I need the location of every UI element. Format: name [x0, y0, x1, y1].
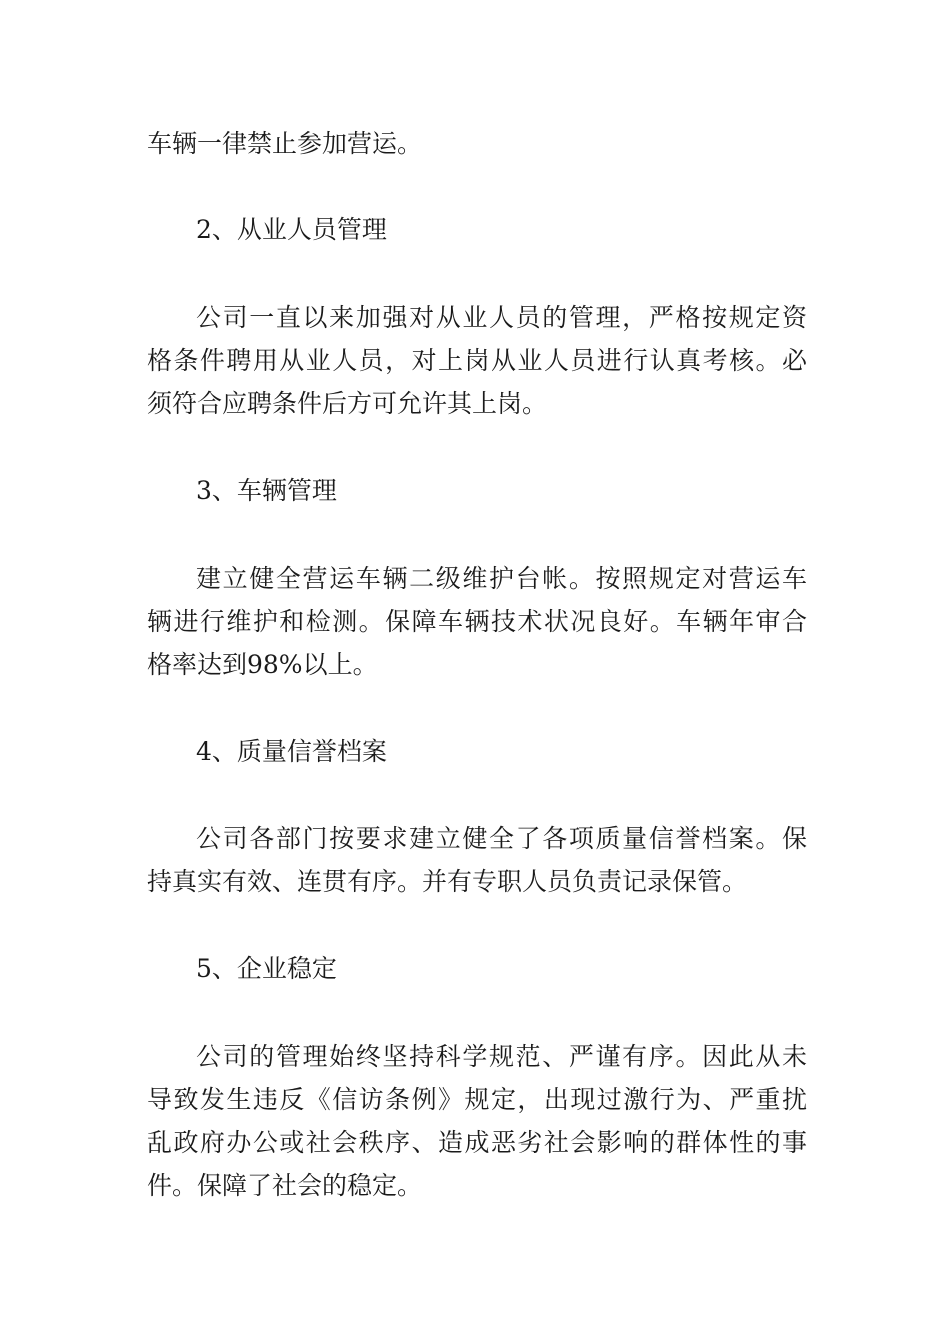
paragraph-line: 建立健全营运车辆二级维护台帐。按照规定对营运车 [196, 564, 807, 593]
paragraph-line: 车辆一律禁止参加营运。 [147, 129, 423, 158]
paragraph-line: 格率达到98%以上。 [147, 650, 378, 679]
paragraph-line: 件。保障了社会的稳定。 [147, 1171, 423, 1200]
section-heading-vehicle-management: 3、车辆管理 [196, 476, 337, 505]
paragraph-line: 须符合应聘条件后方可允许其上岗。 [147, 389, 548, 418]
paragraph-line: 公司各部门按要求建立健全了各项质量信誉档案。保 [196, 824, 807, 853]
paragraph-line: 辆进行维护和检测。保障车辆技术状况良好。车辆年审合 [147, 607, 807, 636]
paragraph-line: 格条件聘用从业人员，对上岗从业人员进行认真考核。必 [147, 346, 807, 375]
paragraph-line: 导致发生违反《信访条例》规定，出现过激行为、严重扰 [147, 1085, 807, 1114]
paragraph-line: 持真实有效、连贯有序。并有专职人员负责记录保管。 [147, 867, 748, 896]
section-heading-enterprise-stability: 5、企业稳定 [196, 954, 337, 983]
paragraph-line: 乱政府办公或社会秩序、造成恶劣社会影响的群体性的事 [147, 1128, 807, 1157]
paragraph-line: 公司的管理始终坚持科学规范、严谨有序。因此从未 [196, 1042, 807, 1071]
section-heading-staff-management: 2、从业人员管理 [196, 215, 387, 244]
section-heading-quality-records: 4、质量信誉档案 [196, 737, 387, 766]
paragraph-line: 公司一直以来加强对从业人员的管理，严格按规定资 [196, 303, 807, 332]
